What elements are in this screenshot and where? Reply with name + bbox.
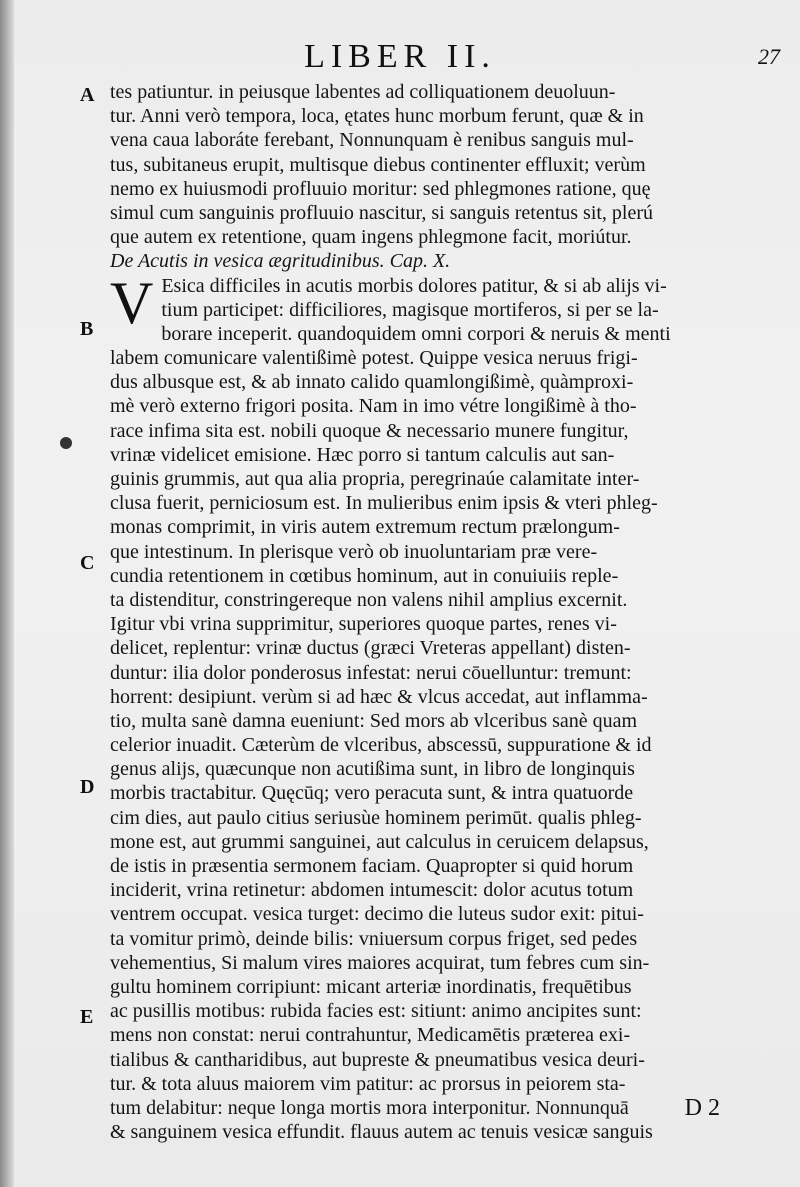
text-line: tio, multa sanè damna eueniunt: Sed mors ab vlceribus sanè quam	[110, 709, 638, 732]
text-line: horrent: desipiunt. verùm si ad hæc & vlcus accedat, aut inflamma-	[110, 685, 648, 708]
text-line: race infima sita est. nobili quoque & necessario munere fungitur,	[110, 419, 629, 442]
margin-letter-e: E	[80, 1006, 94, 1028]
text-line: morbis tractabitur. Quęcūq; vero peracuta sunt, & intra quatuorde	[110, 782, 634, 805]
text-line: monas comprimit, in viris autem extremum rectum prælongum-	[110, 516, 620, 539]
dropcap-letter: V	[110, 269, 154, 336]
text-line: labem comunicare valentißimè potest. Quippe vesica neruus frigi-	[110, 347, 638, 370]
text-line: & sanguinem vesica effundit. flauus autem ac tenuis vesicæ sanguis	[110, 1121, 653, 1144]
text-line: tes patiuntur. in peiusque labentes ad colliquationem deuoluun-	[110, 81, 616, 103]
text-line: genus alijs, quæcunque non acutißima sunt, in libro de longinquis	[110, 758, 635, 781]
text-line: cundia retentionem in cœtibus hominum, aut in conuiuiis reple-	[110, 564, 619, 587]
text-line: que intestinum. In plerisque verò ob inuoluntariam præ vere-	[110, 540, 598, 563]
text-line: tum delabitur: neque longa mortis mora interponitur. Nonnunquā	[110, 1096, 629, 1119]
text-line: mone est, aut grummi sanguinei, aut calculus in ceruicem delapsus,	[110, 830, 649, 853]
text-line-content: Esica difficiles in acutis morbis dolores patitur, & si ab alijs vi-	[161, 274, 667, 297]
text-line: inciderit, vrina retinetur: abdomen intumescit: dolor acutus totum	[110, 879, 634, 902]
text-line: ta distenditur, constringereque non valens nihil amplius excernit.	[110, 588, 628, 611]
text-line: vena caua laboráte ferebant, Nonnunquam è renibus sanguis mul-	[110, 129, 634, 152]
text-line: simul cum sanguinis profluuio nascitur, si sanguis retentus sit, plerú	[110, 201, 654, 224]
ink-spot	[60, 437, 72, 449]
text-line: borare inceperit. quandoquidem omni corpori & neruis & menti	[161, 322, 671, 345]
text-line: de istis in præsentia sermonem faciam. Quapropter si quid horum	[110, 855, 634, 877]
text-line: ventrem occupat. vesica turget: decimo die luteus sudor exit: pitui-	[110, 903, 644, 926]
text-line: Igitur vbi vrina supprimitur, superiores quoque partes, renes vi-	[110, 613, 617, 636]
margin-letter-c: C	[80, 552, 95, 574]
text-line: mens non constat: nerui contrahuntur, Medicamētis præterea exi-	[110, 1024, 631, 1047]
folio-number: 27	[758, 44, 780, 69]
margin-letter-a: A	[80, 84, 95, 106]
signature-mark: D 2	[684, 1095, 720, 1121]
text-line: tus, subitaneus erupit, multisque diebus continenter effluxit; verùm	[110, 153, 646, 176]
margin-letter-d: D	[80, 776, 95, 798]
text-line: nemo ex huiusmodi profluuio moritur: sed phlegmones ratione, quę	[110, 177, 651, 200]
text-line: tur. & tota aluus maiorem vim patitur: ac prorsus in peiorem sta-	[110, 1072, 626, 1095]
text-line: mè verò externo frigori posita. Nam in imo vétre longißimè à tho-	[110, 395, 637, 418]
margin-letter-b: B	[80, 318, 94, 340]
text-line: cim dies, aut paulo citius seriusùe hominem perimūt. qualis phleg-	[110, 806, 642, 829]
text-line: duntur: ilia dolor ponderosus infestat: nerui cōuelluntur: tremunt:	[110, 661, 632, 684]
text-line: vrinæ videlicet emisione. Hæc porro si tantum calculis aut san-	[110, 443, 615, 466]
text-line: delicet, replentur: vrinæ ductus (græci Vreteras appellant) disten-	[110, 637, 631, 660]
text-line: dus albusque est, & ab innato calido quamlongißimè, quàmproxi-	[110, 371, 634, 394]
text-line: tialibus & cantharidibus, aut bupreste & pneumatibus vesica deuri-	[110, 1048, 645, 1071]
text-line: tur. Anni verò tempora, loca, ętates hunc morbum ferunt, quæ & in	[110, 105, 644, 128]
text-line: ta vomitur primò, deinde bilis: vniuersum corpus friget, sed pedes	[110, 927, 638, 950]
text-line: ac pusillis motibus: rubida facies est: sitiunt: animo ancipites sunt:	[110, 1000, 642, 1023]
text-line: vehementius, Si malum vires maiores acquirat, tum febres cum sin-	[110, 951, 650, 974]
text-line: tium participet: difficiliores, magisque mortiferos, si per se la-	[161, 298, 659, 321]
text-line: que autem ex retentione, quam ingens phlegmone facit, moriútur.	[110, 226, 632, 249]
page-gutter-shadow	[0, 0, 14, 1187]
body-text	[110, 80, 790, 1144]
chapter-heading: De Acutis in vesica ægritudinibus. Cap. X.	[110, 250, 451, 273]
text-line: celerior inuadit. Cæterùm de vlceribus, abscessū, suppuratione & id	[110, 734, 652, 757]
text-line: gultu hominem corripiunt: micant arteriæ inordinatis, frequētibus	[110, 975, 632, 998]
text-line: guinis grummis, aut qua alia propria, peregrinaúe calamitate inter-	[110, 468, 640, 490]
text-line: clusa fuerit, perniciosum est. In mulieribus enim ipsis & vteri phleg-	[110, 492, 658, 515]
running-head: LIBER II.	[304, 38, 496, 75]
